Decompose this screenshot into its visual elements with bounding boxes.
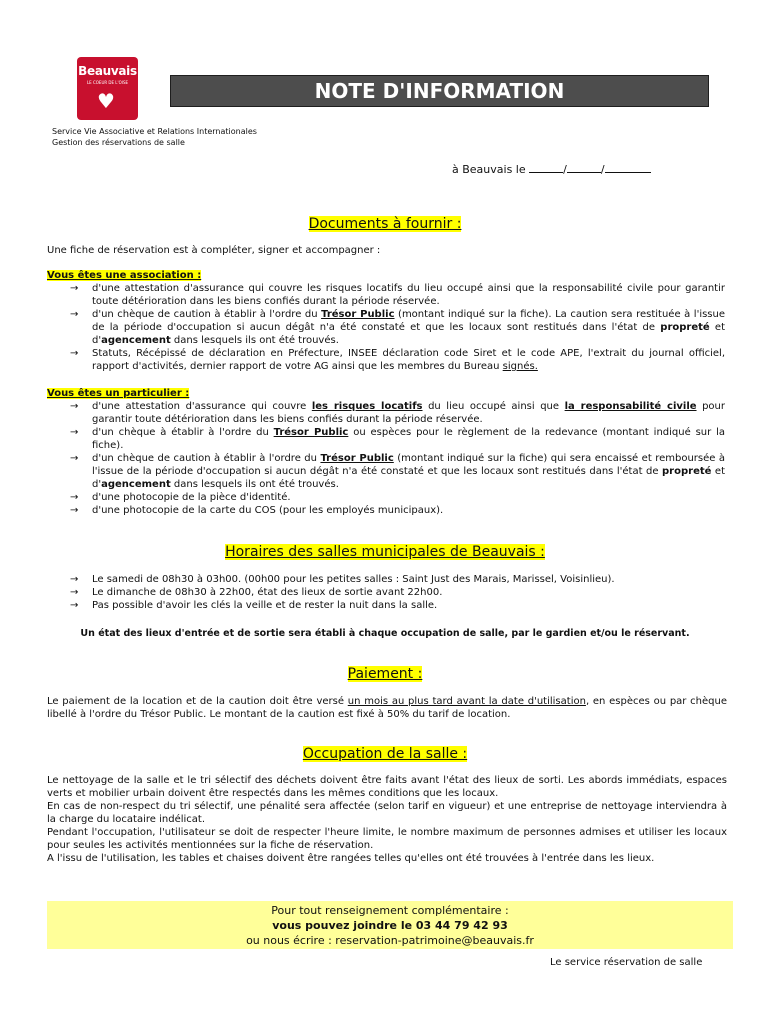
list-item [70, 452, 725, 491]
particulier-label [47, 387, 189, 400]
occupation-heading-text: Occupation de la salle : [302, 746, 468, 762]
logo-subtitle: LE COEUR DE L'OISE [86, 80, 129, 85]
list-item [70, 308, 725, 347]
list-item [70, 586, 725, 599]
logo-text: Beauvais [78, 64, 137, 78]
month-blank [567, 163, 601, 173]
day-blank [529, 163, 563, 173]
association-label [47, 269, 201, 282]
particulier-label-text: Vous êtes un particulier : [47, 388, 190, 399]
documents-heading [0, 215, 770, 233]
horaires-heading [0, 543, 770, 561]
arrow-icon: → [70, 505, 79, 516]
association-list [70, 282, 725, 373]
service-line-2: Gestion des réservations de salle [52, 138, 185, 147]
signoff: Le service réservation de salle [550, 957, 703, 968]
list-item-text: d'une photocopie de la pièce d'identité. [92, 492, 291, 503]
occupation-p2: En cas de non-respect du tri sélectif, une pénalité sera affectée (selon tarif en vigueur) et une entreprise de nettoyage interviendra à la charge du locataire indélicat. [47, 801, 727, 825]
list-item [70, 347, 725, 373]
list-item [70, 282, 725, 308]
arrow-icon: → [70, 309, 79, 320]
contact-email: ou nous écrire : reservation-patrimoine@beauvais.fr [246, 934, 534, 947]
contact-line-1: Pour tout renseignement complémentaire : [271, 904, 509, 917]
service-line-1: Service Vie Associative et Relations Internationales [52, 127, 257, 136]
date-sep-2: / [600, 163, 605, 176]
association-label-text: Vous êtes une association : [47, 270, 202, 281]
list-item [70, 599, 725, 612]
arrow-icon: → [70, 348, 79, 359]
list-item-text: Le dimanche de 08h30 à 22h00, état des lieux de sortie avant 22h00. [92, 587, 443, 598]
list-item [70, 573, 725, 586]
list-item [70, 504, 725, 517]
contact-box [47, 901, 733, 949]
arrow-icon: → [70, 574, 79, 585]
occupation-p4: A l'issu de l'utilisation, les tables et chaises doivent être rangées telles qu'elles ont été trouvées à l'entrée dans les lieux. [47, 853, 655, 864]
arrow-icon: → [70, 427, 79, 438]
date-sep-1: / [563, 163, 567, 176]
arrow-icon: → [70, 492, 79, 503]
list-item-text: d'un chèque de caution à établir à l'ordre du Trésor Public (montant indiqué sur la fiche). La caution sera restituée à l'issue de la période d'occupation si aucun dégât n'a été constaté et que les locaux sont restitués dans l'état de propreté et d'agencement dans lesquels ils ont été trouvés. [92, 309, 726, 346]
list-item-text: Pas possible d'avoir les clés la veille et de rester la nuit dans la salle. [92, 600, 438, 611]
etat-des-lieux-note: Un état des lieux d'entrée et de sortie sera établi à chaque occupation de salle, par le gardien et/ou le réservant. [80, 628, 690, 639]
date-line [452, 163, 651, 176]
list-item-text: Le samedi de 08h30 à 03h00. (00h00 pour les petites salles : Saint Just des Marais, Marissel, Voisinlieu). [92, 574, 615, 585]
list-item-text: d'un chèque de caution à établir à l'ordre du Trésor Public (montant indiqué sur la fiche) qui sera encaissé et remboursée à l'issue de la période d'occupation si aucun dégât n'a été constaté et que les locaux sont restitués dans l'état de propreté et d'agencement dans lesquels ils ont été trouvés. [92, 453, 725, 490]
arrow-icon: → [70, 600, 79, 611]
arrow-icon: → [70, 453, 79, 464]
documents-heading-text: Documents à fournir : [308, 216, 462, 232]
list-item [70, 400, 725, 426]
list-item-text: d'une attestation d'assurance qui couvre les risques locatifs du lieu occupé ainsi que la responsabilité civile pour garantir toute détérioration dans les biens confiés durant la période réservée. [92, 283, 725, 307]
paiement-heading-text: Paiement : [347, 666, 423, 682]
list-item [70, 491, 725, 504]
arrow-icon: → [70, 401, 79, 412]
horaires-heading-text: Horaires des salles municipales de Beauvais : [225, 544, 545, 560]
arrow-icon: → [70, 587, 79, 598]
arrow-icon: → [70, 283, 79, 294]
list-item-text: d'une attestation d'assurance qui couvre les risques locatifs du lieu occupé ainsi que la responsabilité civile pour garantir toute détérioration dans les biens confiés durant la période réservée. [92, 401, 726, 425]
list-item [70, 426, 725, 452]
list-item-text: d'un chèque à établir à l'ordre du Trésor Public ou espèces pour le règlement de la redevance (montant indiqué sur la fiche). [92, 427, 725, 451]
beauvais-logo [77, 57, 138, 120]
paiement-heading [0, 665, 770, 683]
list-item-text: Statuts, Récépissé de déclaration en Préfecture, INSEE déclaration code Siret et le code APE, l'extrait du journal officiel, rapport d'activités, dernier rapport de votre AG ainsi que les membres du Bureau signés. [92, 348, 725, 372]
documents-intro: Une fiche de réservation est à compléter, signer et accompagner : [47, 245, 381, 256]
service-info [52, 126, 257, 148]
occupation-heading [0, 745, 770, 763]
year-blank [605, 163, 651, 173]
paiement-text: Le paiement de la location et de la caution doit être versé un mois au plus tard avant la date d'utilisation, en espèces ou par chèque libellé à l'ordre du Trésor Public. Le montant de la caution est fixé à 50% du tarif de location. [47, 696, 728, 720]
particulier-list [70, 400, 725, 517]
occupation-p3: Pendant l'occupation, l'utilisateur se doit de respecter l'heure limite, le nombre maximum de personnes admises et utiliser les locaux pour seules les activités mentionnées sur la fiche de réservation. [47, 827, 727, 851]
list-item-text: d'une photocopie de la carte du COS (pour les employés municipaux). [92, 505, 444, 516]
occupation-p1: Le nettoyage de la salle et le tri sélectif des déchets doivent être faits avant l'état des lieux de sorti. Les abords immédiats, espaces verts et mobilier urbain doivent être respectés dans les mêmes conditions que les locaux. [47, 775, 727, 799]
heart-icon: ♥ [97, 89, 115, 113]
occupation-text [47, 774, 727, 865]
page-title: NOTE D'INFORMATION [170, 75, 709, 107]
date-prefix: à Beauvais le [452, 163, 526, 176]
contact-phone: vous pouvez joindre le 03 44 79 42 93 [272, 919, 508, 932]
horaires-list [70, 573, 725, 612]
